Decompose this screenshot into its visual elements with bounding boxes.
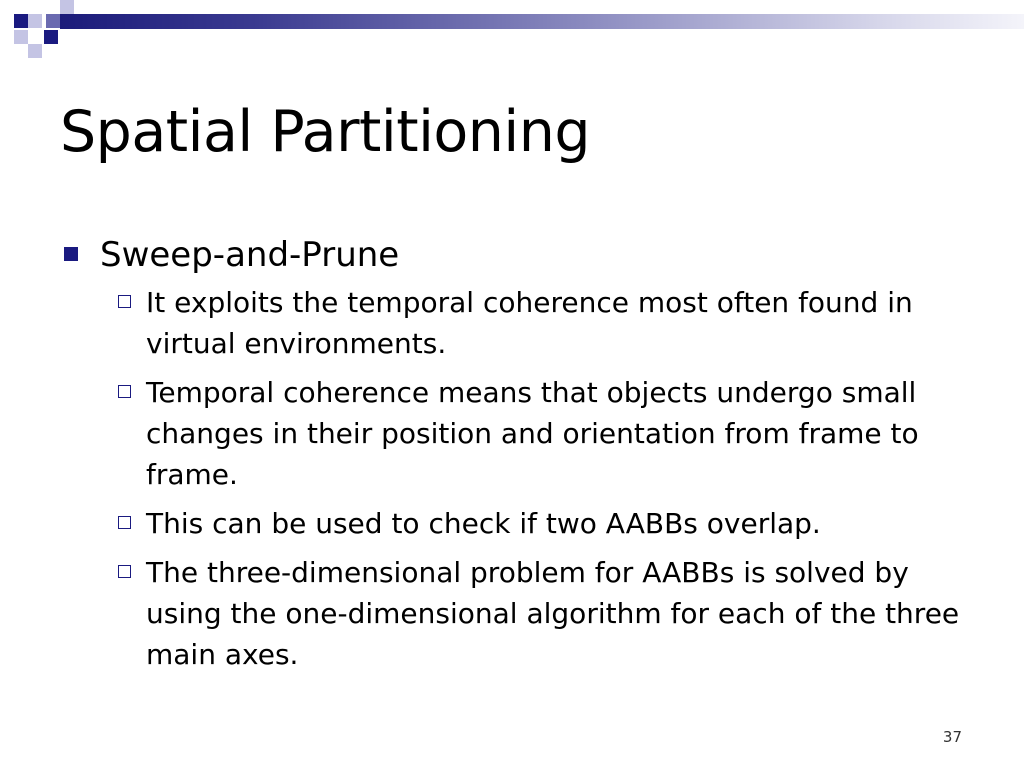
deco-square-mid <box>46 14 60 28</box>
sub-bullet-text: This can be used to check if two AABBs overlap. <box>146 507 821 540</box>
sub-bullet-item <box>60 282 980 364</box>
sub-bullet-text: It exploits the temporal coherence most often found in virtual environments. <box>146 286 913 360</box>
sub-bullet-item <box>60 552 980 675</box>
sub-bullet-text: The three-dimensional problem for AABBs is solved by using the one-dimensional algorithm for each of the three main axes. <box>146 556 960 671</box>
sub-bullet-item <box>60 372 980 495</box>
square-bullet-icon <box>64 247 78 261</box>
hollow-square-bullet-icon <box>118 385 131 398</box>
deco-square-light <box>60 0 74 14</box>
header-gradient-bar <box>60 14 1024 29</box>
hollow-square-bullet-icon <box>118 565 131 578</box>
hollow-square-bullet-icon <box>118 295 131 308</box>
sub-bullet-item <box>60 503 980 544</box>
page-number: 37 <box>942 728 962 746</box>
hollow-square-bullet-icon <box>118 516 131 529</box>
bullet-text: Sweep-and-Prune <box>100 235 400 275</box>
deco-square-light <box>28 14 42 28</box>
deco-square-dark <box>14 14 28 28</box>
deco-square-dark <box>44 30 58 44</box>
deco-square-light <box>14 30 28 44</box>
slide-content <box>60 232 980 683</box>
header-decoration <box>0 0 1024 70</box>
slide-title: Spatial Partitioning <box>60 99 591 165</box>
deco-square-light <box>28 44 42 58</box>
bullet-item <box>60 232 980 278</box>
sub-bullet-text: Temporal coherence means that objects undergo small changes in their position and orientation from frame to frame. <box>146 376 919 491</box>
